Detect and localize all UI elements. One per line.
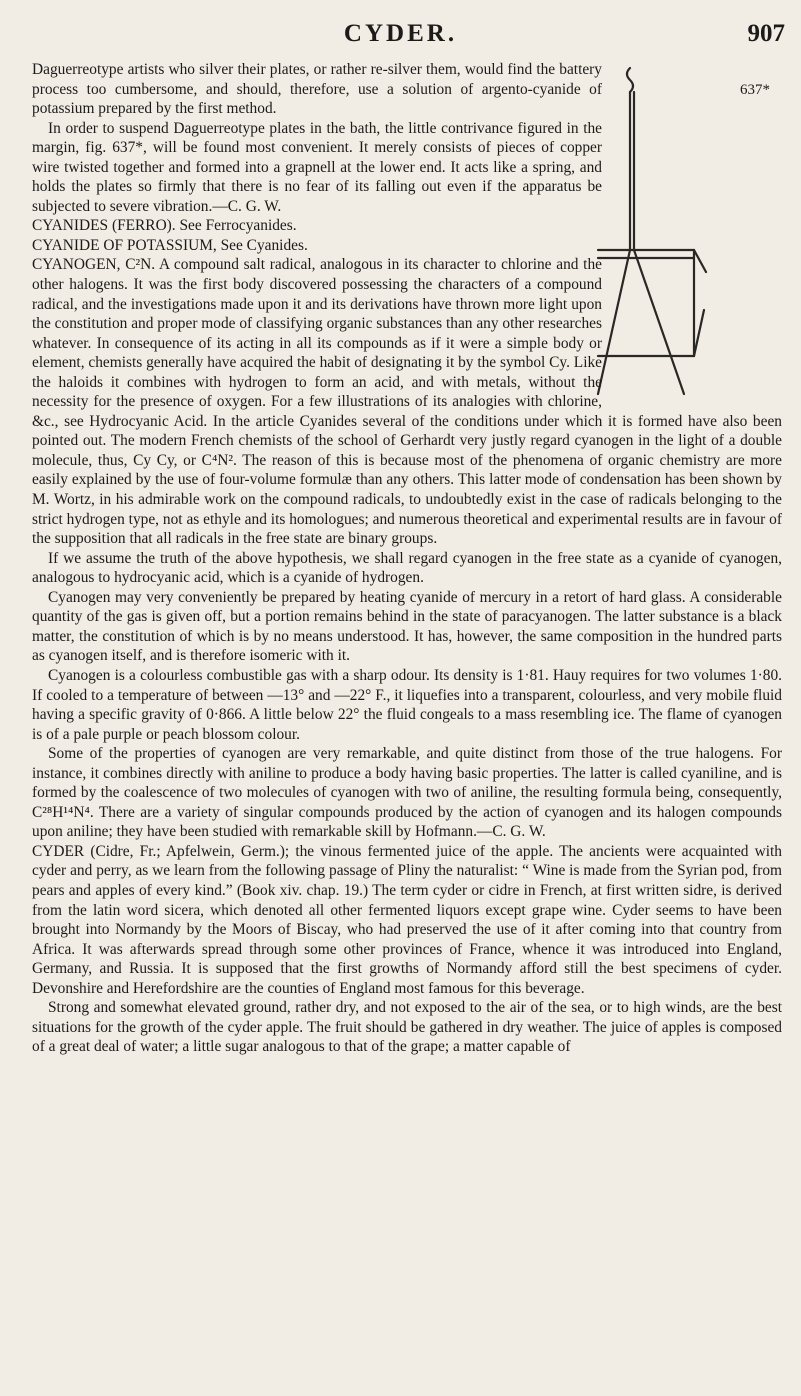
entry-cyanogen: CYANOGEN, C²N. A compound salt radical, analogous in its character to chlorine and the other halogens. It was the first body discovered possessing the characters of a compound radical, and the investigations made upon it and its derivations have thrown more light upon the constitution and proper mode of classifying organic substances than any other researches whatever. In consequence of its acting in all its compounds as if it were a simple body or element, chemists generally have acquired the habit of designating it by the symbol Cy. Like the haloids it combines with hydrogen to form an acid, and with metals, without the necessity for the presence of oxygen. For a few illustrations of its analogies with chlorine, &c., see Hydrocyanic Acid. In the article Cyanides several of the conditions under which it is formed have also been pointed out. The modern French chemists of the school of Gerhardt very justly regard cyanogen in the light of a double molecule, thus, Cy Cy, or C⁴N². The reason of this is because most of the phenomena of organic chemistry are more easily explained by the use of four-volume formulæ than any others. This latter mode of condensation has been shown by M. Wortz, in his admirable work on the compound radicals, to undoubtedly exist in the case of radicals belonging to the strict hydrogen type, not as ethyle and its homologues; and numerous theoretical and experimental results are in favour of the supposition that all radicals in the free state are binary groups. [32, 256, 782, 548]
paragraph-preparation: Cyanogen may very conveniently be prepared by heating cyanide of mercury in a retort of hard glass. A considerable quantity of the gas is given off, but a portion remains behind in the state of paracyanogen. The latter substance is a black matter, the constitution of which is by no means understood. It has, however, the same composition in the hundred parts as cyanogen itself, and is therefore isomeric with it. [32, 588, 782, 665]
running-head: CYDER. [343, 20, 458, 47]
figure-label: 637* [740, 82, 770, 98]
entry-cyanides-ferro: CYANIDES (FERRO). See Ferrocyanides. [32, 217, 297, 235]
article-text [32, 60, 782, 1057]
paragraph-cyder-growth: Strong and somewhat elevated ground, rather dry, and not exposed to the air of the sea, or to high winds, are the best situations for the growth of the cyder apple. The fruit should be gathered in dry weather. The juice of apples is composed of a great deal of water; a little sugar analogous to that of the grape; a matter capable of [32, 999, 782, 1056]
paragraph-hypothesis: If we assume the truth of the above hypothesis, we shall regard cyanogen in the free state as a cyanide of cyanogen, analogous to hydrocyanic acid, which is a cyanide of hydrogen. [32, 549, 782, 587]
entry-cyanide-potassium: CYANIDE OF POTASSIUM, See Cyanides. [32, 236, 308, 254]
entry-cyder: CYDER (Cidre, Fr.; Apfelwein, Germ.); the vinous fermented juice of the apple. The ancients were acquainted with cyder and perry, as we learn from the following passage of Pliny the naturalist: “ Wine is made from the Syrian pod, from pears and apples of every kind.” (Book xiv. chap. 19.) The term cyder or cidre in French, at first written sidre, is derived from the latin word sicera, which denoted all other fermented liquors except grape wine. Cyder seems to have been brought into Normandy by the Moors of Biscay, who had preserved the use of it after coming into that country from Africa. It was afterwards spread through some other provinces of France, whence it was introduced into England, Germany, and Russia. It is supposed that the first growths of Normandy afford still the best specimens of cyder. Devonshire and Herefordshire are the counties of England most famous for this beverage. [32, 842, 782, 997]
paragraph-daguerreotype: Daguerreotype artists who silver their plates, or rather re-silver them, would find the battery process too cumbersome, and should, therefore, use a solution of argento-cyanide of potassium prepared by the first method. [32, 61, 602, 118]
paragraph-aniline: Some of the properties of cyanogen are very remarkable, and quite distinct from those of the true halogens. For instance, it combines directly with aniline to produce a body having basic properties. The latter is called cyaniline, and is formed by the coalescence of two molecules of cyanogen with two of aniline, the resulting formula being, consequently, C²⁸H¹⁴N⁴. There are a variety of singular compounds produced by the action of cyanogen and its halogen compounds upon aniline; they have been studied with remarkable skill by Hofmann.—C. G. W. [32, 745, 782, 841]
page-header [0, 20, 801, 54]
paragraph-properties: Cyanogen is a colourless combustible gas with a sharp odour. Its density is 1·81. Hauy requires for two volumes 1·80. If cooled to a temperature of between —13° and —22° F., it liquefies into a transparent, colourless, and very mobile fluid having a specific gravity of 0·866. A little below 22° the fluid congeals to a mass resembling ice. The flame of cyanogen is of a pale purple or peach blossom colour. [32, 666, 782, 743]
figure-space [602, 60, 782, 398]
page-number: 907 [747, 20, 785, 47]
paragraph-suspend-plates: In order to suspend Daguerreotype plates in the bath, the little contrivance figured in the margin, fig. 637*, will be found most convenient. It merely consists of pieces of copper wire twisted together and formed into a grapnell at the lower end. It acts like a spring, and holds the plates so firmly that there is no fear of its falling out even if the apparatus be subjected to severe vibration.—C. G. W. [32, 119, 602, 215]
